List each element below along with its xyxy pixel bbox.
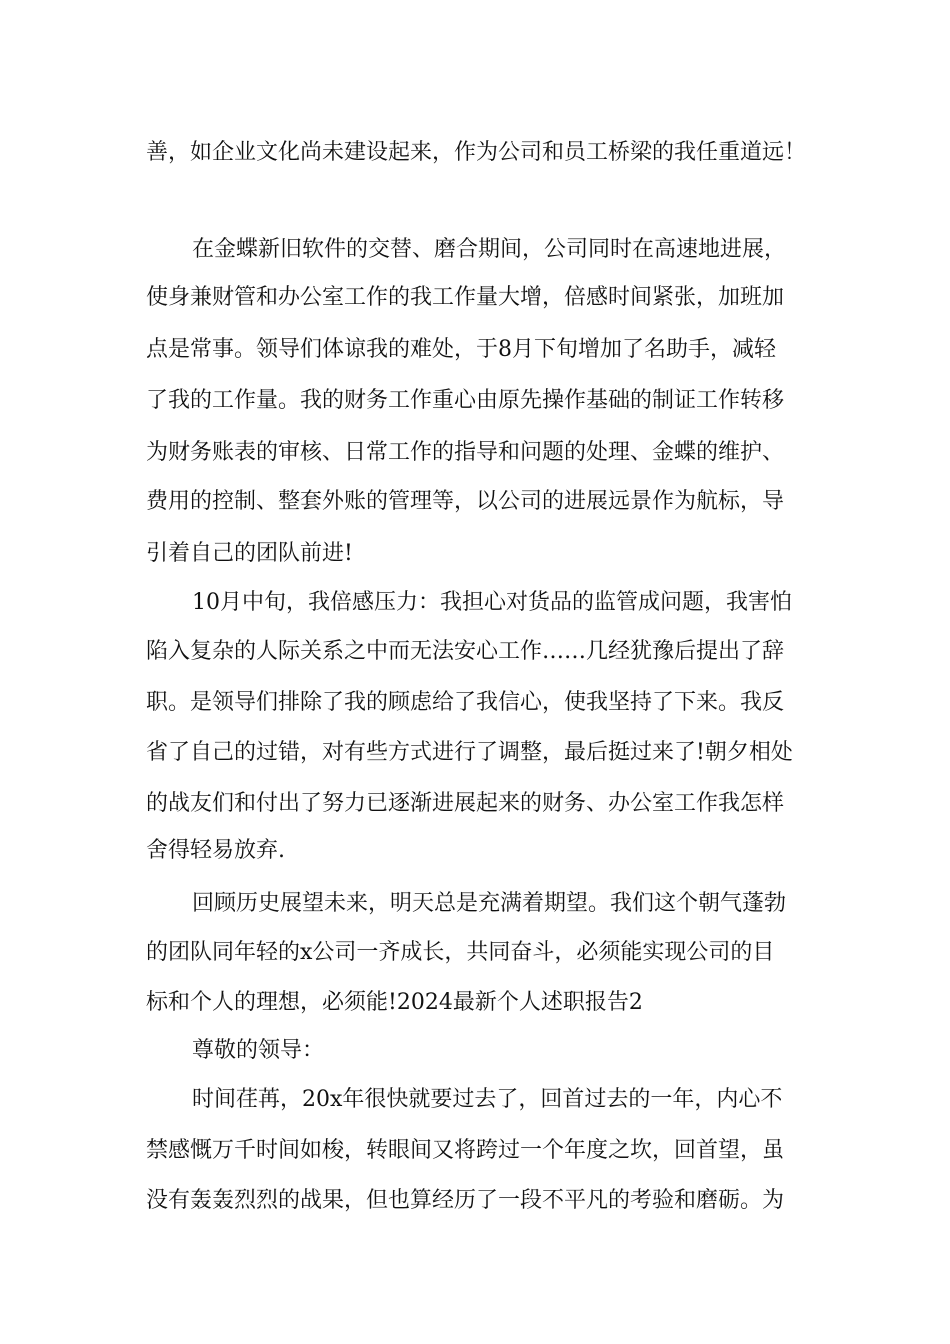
text-line: 的团队同年轻的x公司一齐成长，共同奋斗，必须能实现公司的目 xyxy=(146,940,775,965)
text-line: 费用的控制、整套外账的管理等，以公司的进展远景作为航标，导 xyxy=(146,489,785,514)
text-line: 点是常事。领导们体谅我的难处，于8月下旬增加了名助手，减轻 xyxy=(146,337,776,362)
text-line: 陷入复杂的人际关系之中而无法安心工作……几经犹豫后提出了辞 xyxy=(146,639,785,664)
salutation-line: 尊敬的领导： xyxy=(192,1038,325,1063)
text-line: 了我的工作量。我的财务工作重心由原先操作基础的制证工作转移 xyxy=(146,388,785,413)
text-line: 没有轰轰烈烈的战果，但也算经历了一段不平凡的考验和磨砺。为 xyxy=(146,1188,785,1213)
paragraph-start-line: 时间荏苒，20x年很快就要过去了，回首过去的一年，内心不 xyxy=(192,1087,783,1112)
text-line: 的战友们和付出了努力已逐渐进展起来的财务、办公室工作我怎样 xyxy=(146,791,785,816)
paragraph-start-line: 在金蝶新旧软件的交替、磨合期间，公司同时在高速地进展， xyxy=(192,237,787,262)
text-line: 善，如企业文化尚未建设起来，作为公司和员工桥梁的我任重道远！ xyxy=(146,140,807,165)
text-line: 职。是领导们排除了我的顾虑给了我信心，使我坚持了下来。我反 xyxy=(146,690,785,715)
text-line: 标和个人的理想，必须能!2024最新个人述职报告2 xyxy=(146,990,643,1015)
text-line: 省了自己的过错，对有些方式进行了调整，最后挺过来了!朝夕相处 xyxy=(146,740,793,765)
text-line: 禁感慨万千时间如梭，转眼间又将跨过一个年度之坎，回首望，虽 xyxy=(146,1138,785,1163)
paragraph-start-line: 10月中旬，我倍感压力：我担心对货品的监管成问题，我害怕 xyxy=(192,590,792,615)
text-line: 为财务账表的审核、日常工作的指导和问题的处理、金蝶的维护、 xyxy=(146,440,785,465)
text-line: 使身兼财管和办公室工作的我工作量大增，倍感时间紧张，加班加 xyxy=(146,285,785,310)
text-line: 舍得轻易放弃. xyxy=(146,838,285,863)
paragraph-start-line: 回顾历史展望未来，明天总是充满着期望。我们这个朝气蓬勃 xyxy=(192,891,787,916)
text-line: 引着自己的团队前进! xyxy=(146,541,353,566)
